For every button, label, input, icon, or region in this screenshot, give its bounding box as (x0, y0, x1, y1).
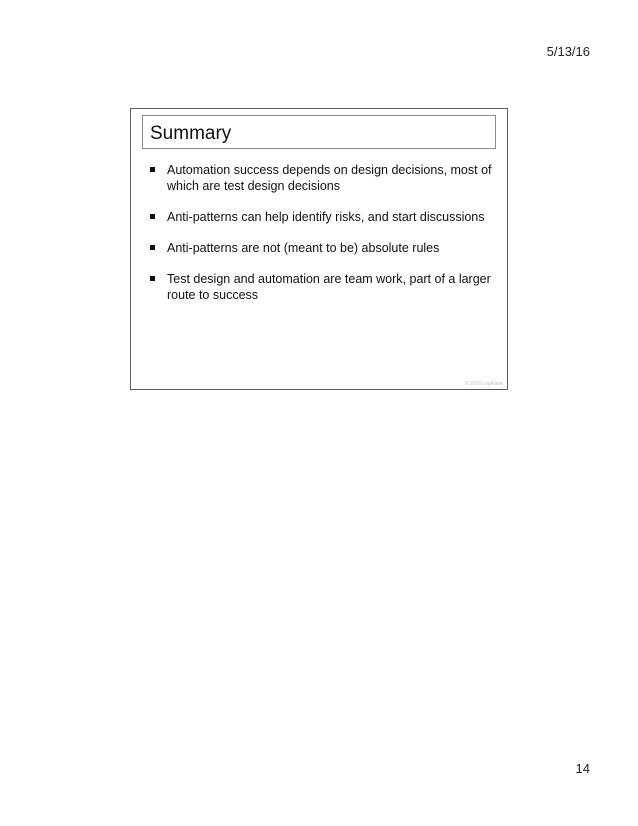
bullet-list (145, 162, 497, 318)
slide-title-box (142, 115, 496, 149)
bullet-text: Test design and automation are team work, part of a larger route to success (167, 272, 491, 302)
page-number: 14 (575, 761, 590, 776)
bullet-text: Automation success depends on design decisions, most of which are test design decisions (167, 163, 492, 193)
bullet-item (145, 240, 497, 256)
square-bullet-icon (150, 276, 155, 281)
bullet-text: Anti-patterns are not (meant to be) absolute rules (167, 241, 440, 255)
bullet-item (145, 209, 497, 225)
bullet-text: Anti-patterns can help identify risks, and start discussions (167, 210, 485, 224)
square-bullet-icon (150, 214, 155, 219)
square-bullet-icon (150, 245, 155, 250)
bullet-item (145, 162, 497, 194)
slide-thumbnail (130, 108, 508, 390)
page-date: 5/13/16 (546, 44, 590, 59)
slide-title: Summary (150, 123, 232, 144)
square-bullet-icon (150, 167, 155, 172)
slide-copyright: © 2016 LogiGear (464, 381, 503, 387)
bullet-item (145, 271, 497, 303)
